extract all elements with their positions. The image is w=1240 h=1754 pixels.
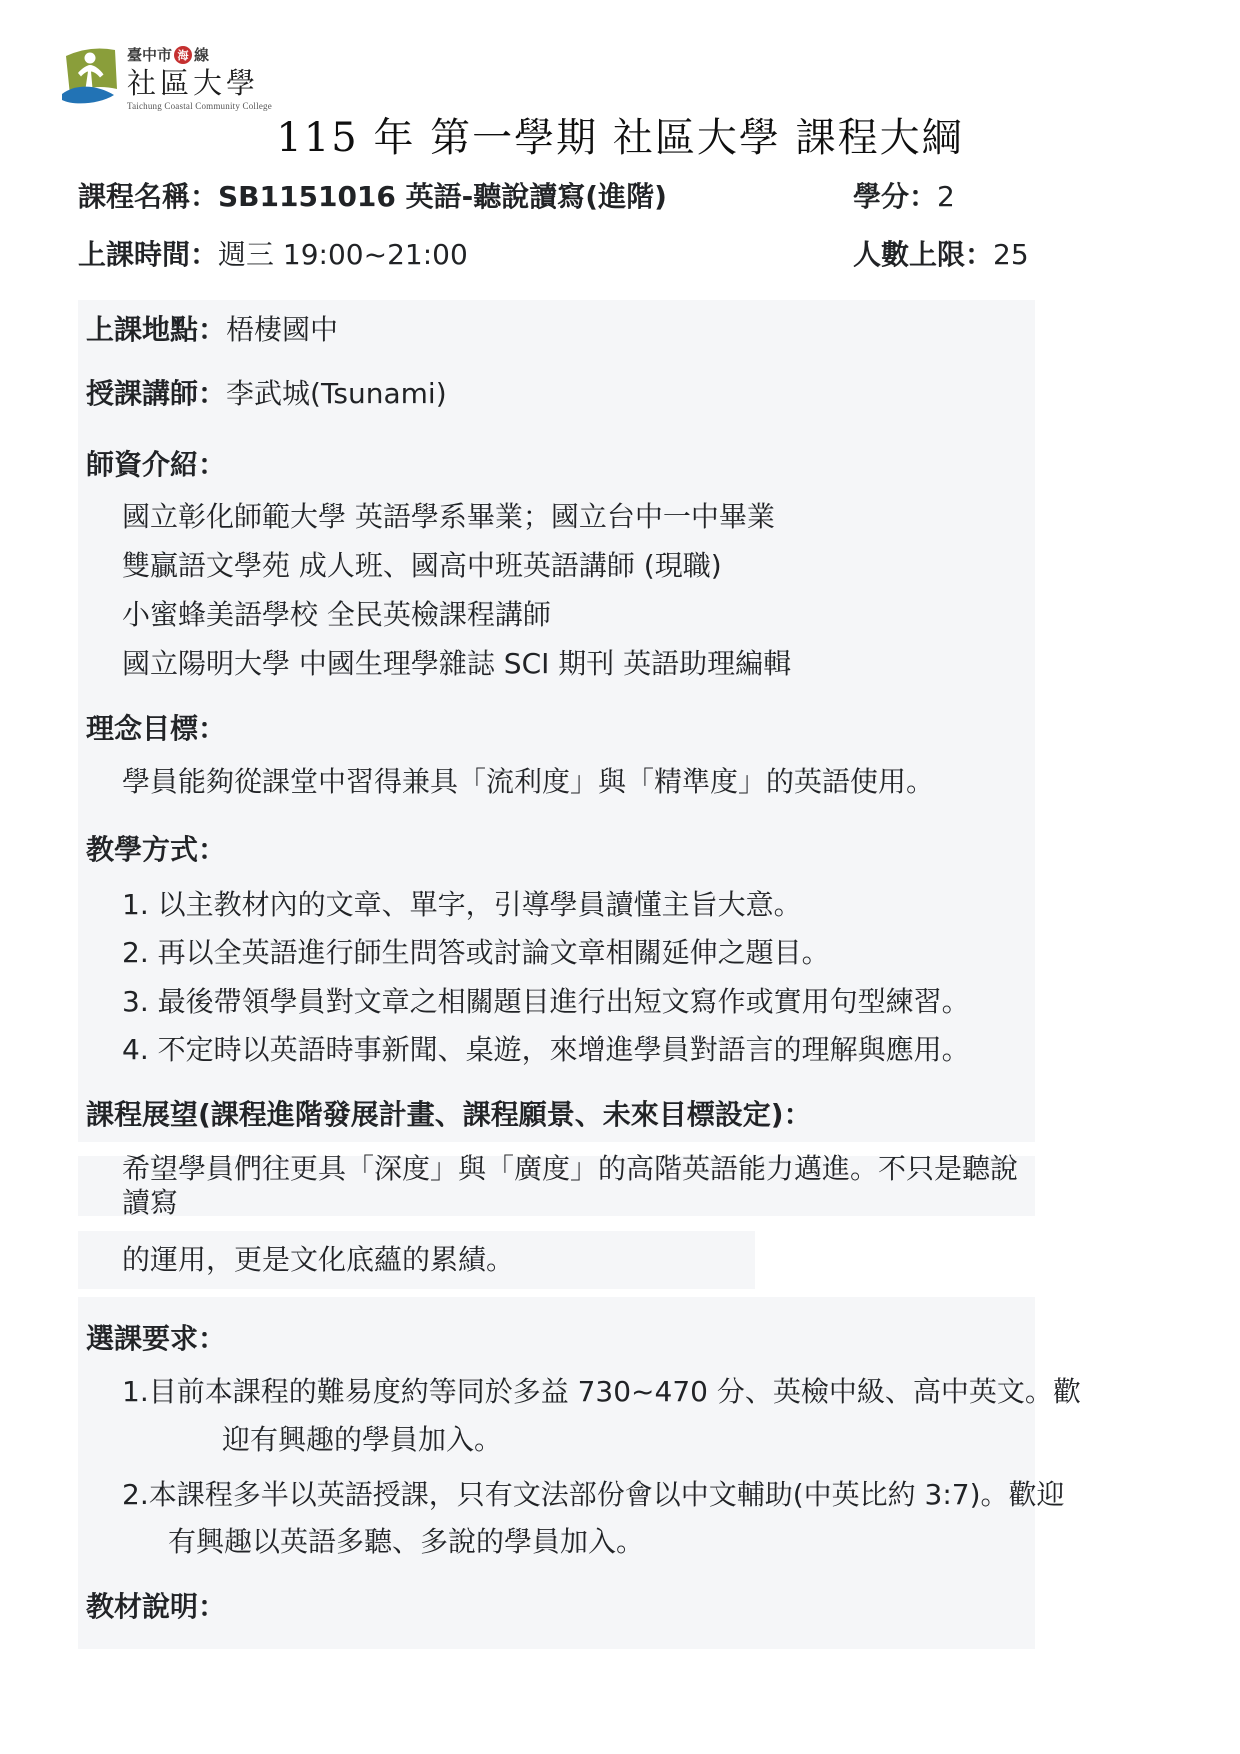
logo-text xyxy=(127,42,272,111)
credits-label: 學分： xyxy=(853,180,938,213)
location-value: 梧棲國中 xyxy=(226,313,339,346)
course-info xyxy=(78,180,1035,272)
teacher-intro-heading: 師資介紹： xyxy=(86,448,227,481)
method-item: 3. 最後帶領學員對文章之相關題目進行出短文寫作或實用句型練習。 xyxy=(122,985,970,1018)
logo-college-name: 社區大學 xyxy=(127,66,260,100)
section-main xyxy=(78,300,1035,1142)
method-item: 2. 再以全英語進行師生問答或討論文章相關延伸之題目。 xyxy=(122,936,830,969)
location-label: 上課地點： xyxy=(86,313,227,346)
section-requirements xyxy=(78,1297,1081,1649)
credits-cell xyxy=(853,180,955,214)
requirement-item-1-wrap: 迎有興趣的學員加入。 xyxy=(222,1423,503,1456)
course-name-row xyxy=(78,180,1035,214)
page-title: 115 年 第一學期 社區大學 課程大綱 xyxy=(276,115,964,161)
outlook-heading: 課程展望(課程進階發展計畫、課程願景、未來目標設定)： xyxy=(86,1098,812,1131)
materials-heading: 教材說明： xyxy=(86,1590,227,1623)
time-value: 週三 19:00~21:00 xyxy=(218,238,468,271)
logo-seal: 海 xyxy=(174,46,192,64)
requirement-item-1: 1.目前本課程的難易度約等同於多益 730~470 分、英檢中級、高中英文。歡 xyxy=(122,1375,1081,1408)
method-heading: 教學方式： xyxy=(86,833,227,866)
goal-heading: 理念目標： xyxy=(86,712,227,745)
time-row xyxy=(78,238,1035,272)
college-logo xyxy=(62,42,272,111)
instructor-row xyxy=(86,377,1035,411)
goal-text: 學員能夠從課堂中習得兼具「流利度」與「精準度」的英語使用。 xyxy=(122,765,935,798)
outlook-line-1: 希望學員們往更具「深度」與「廣度」的高階英語能力邁進。不只是聽說讀寫 xyxy=(122,1152,1019,1219)
course-name-value: SB1151016 英語-聽說讀寫(進階) xyxy=(218,180,667,213)
capacity-label: 人數上限： xyxy=(853,238,994,271)
instructor-value: 李武城(Tsunami) xyxy=(226,377,447,410)
capacity-cell xyxy=(853,238,1029,272)
outlook-strip-1 xyxy=(78,1152,1035,1219)
time-label: 上課時間： xyxy=(78,238,219,271)
requirement-heading: 選課要求： xyxy=(86,1322,227,1355)
method-item: 1. 以主教材內的文章、單字，引導學員讀懂主旨大意。 xyxy=(122,888,802,921)
credits-value: 2 xyxy=(937,180,955,213)
outlook-line-2: 的運用，更是文化底蘊的累績。 xyxy=(122,1243,515,1276)
method-item: 4. 不定時以英語時事新聞、桌遊，來增進學員對語言的理解與應用。 xyxy=(122,1033,970,1066)
requirement-item-2: 2.本課程多半以英語授課，只有文法部份會以中文輔助(中英比約 3:7)。歡迎 xyxy=(122,1478,1065,1511)
teacher-intro-line: 國立陽明大學 中國生理學雜誌 SCI 期刊 英語助理編輯 xyxy=(122,647,792,680)
logo-region-suffix: 線 xyxy=(194,45,210,64)
instructor-label: 授課講師： xyxy=(86,377,227,410)
logo-region-prefix: 臺中市 xyxy=(127,45,173,64)
logo-book-icon xyxy=(62,42,120,106)
logo-english-name: Taichung Coastal Community College xyxy=(127,101,272,111)
teacher-intro-line: 國立彰化師範大學 英語學系畢業；國立台中一中畢業 xyxy=(122,500,775,533)
location-row xyxy=(86,313,1035,347)
teacher-intro-line: 小蜜蜂美語學校 全民英檢課程講師 xyxy=(122,598,551,631)
outlook-strip-2 xyxy=(78,1231,755,1289)
course-name-label: 課程名稱： xyxy=(78,180,219,213)
capacity-value: 25 xyxy=(993,238,1029,271)
teacher-intro-line: 雙贏語文學苑 成人班、國高中班英語講師 (現職) xyxy=(122,549,722,582)
logo-region-line xyxy=(127,46,272,64)
requirement-item-2-wrap: 有興趣以英語多聽、多說的學員加入。 xyxy=(168,1525,645,1558)
logo-person-head xyxy=(85,53,96,64)
